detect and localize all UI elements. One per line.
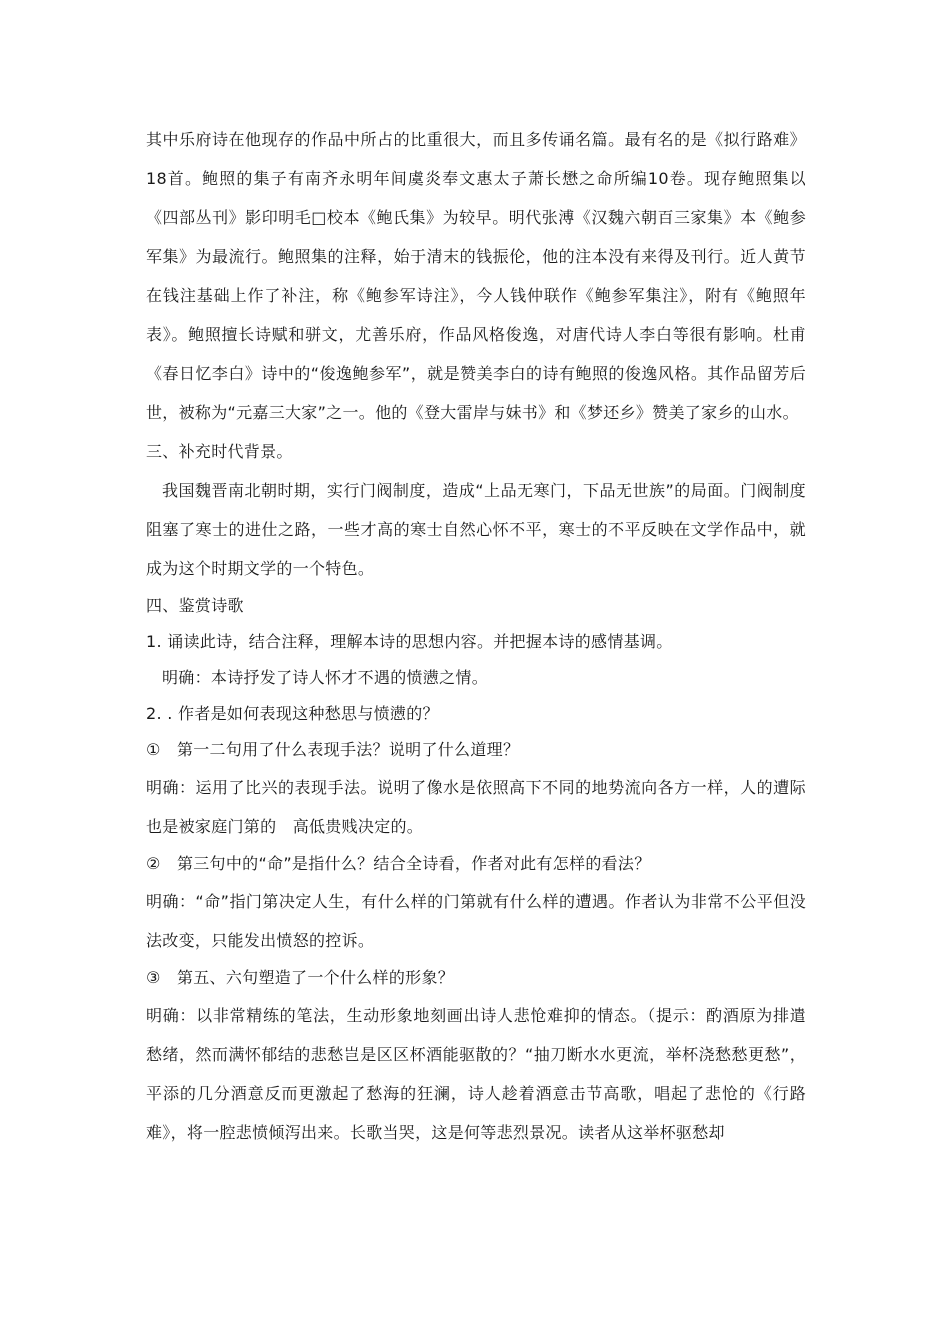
- section-heading-background: 三、补充时代背景。: [146, 442, 293, 461]
- sub-answer-1: 明确：运用了比兴的表现手法。说明了像水是依照高下不同的地势流向各方一样，人的遭际也是被家庭门第的 高低贵贱决定的。: [146, 778, 806, 836]
- sub-question-1: ① 第一二句用了什么表现手法？说明了什么道理？: [146, 740, 520, 759]
- paragraph-background: 我国魏晋南北朝时期，实行门阀制度，造成“上品无寒门，下品无世族”的局面。门阀制度阻塞了寒士的进仕之路，一些才高的寒士自然心怀不平，寒士的不平反映在文学作品中，就成为这个时期文学的一个特色。: [146, 481, 806, 578]
- question-1: 1. 诵读此诗，结合注释，理解本诗的思想内容。并把握本诗的感情基调。: [146, 632, 673, 651]
- paragraph-biography: 其中乐府诗在他现存的作品中所占的比重很大，而且多传诵名篇。最有名的是《拟行路难》 18首。鲍照的集子有南齐永明年间虞炎奉文惠太子萧长懋之命所编10卷。现存鲍照集以《四部丛刊》影印明毛□校本《鲍氏集》为较早。明代张溥《汉魏六朝百三家集》本《鲍参军集》为最流行。鲍照集的注释，始于清末的钱振伦，他的注本没有来得及刊行。近人黄节在钱注基础上作了补注，称《鲍参军诗注》，今人钱仲联作《鲍参军集注》，附有《鲍照年表》。鲍照擅长诗赋和骈文，尤善乐府，作品风格俊逸，对唐代诗人李白等很有影响。杜甫《春日忆李白》诗中的“俊逸鲍参军”，就是赞美李白的诗有鲍照的俊逸风格。其作品留芳后世，被称为“元嘉三大家”之一。他的《登大雷岸与妹书》和《梦还乡》赞美了家乡的山水。: [146, 130, 806, 422]
- sub-answer-3: 明确：以非常精练的笔法，生动形象地刻画出诗人悲怆难抑的情态。（提示：酌酒原为排遣愁绪，然而满怀郁结的悲愁岂是区区杯酒能驱散的？“抽刀断水水更流，举杯浇愁愁更愁”，平添的几分酒意反而更激起了愁海的狂澜，诗人趁着酒意击节高歌，唱起了悲怆的《行路难》，将一腔悲愤倾泻出来。长歌当哭，这是何等悲烈景况。读者从这举杯驱愁却: [146, 1006, 806, 1142]
- document-body: [146, 120, 806, 1152]
- section-heading-appreciation: 四、鉴赏诗歌: [146, 596, 244, 615]
- answer-1: 明确：本诗抒发了诗人怀才不遇的愤懑之情。: [162, 668, 489, 687]
- sub-answer-2: 明确：“命”指门第决定人生，有什么样的门第就有什么样的遭遇。作者认为非常不公平但没法改变，只能发出愤怒的控诉。: [146, 892, 806, 950]
- question-2: 2. . 作者是如何表现这种愁思与愤懑的？: [146, 704, 439, 723]
- sub-question-3: ③ 第五、六句塑造了一个什么样的形象？: [146, 968, 455, 987]
- sub-question-2: ② 第三句中的“命”是指什么？结合全诗看，作者对此有怎样的看法？: [146, 854, 651, 873]
